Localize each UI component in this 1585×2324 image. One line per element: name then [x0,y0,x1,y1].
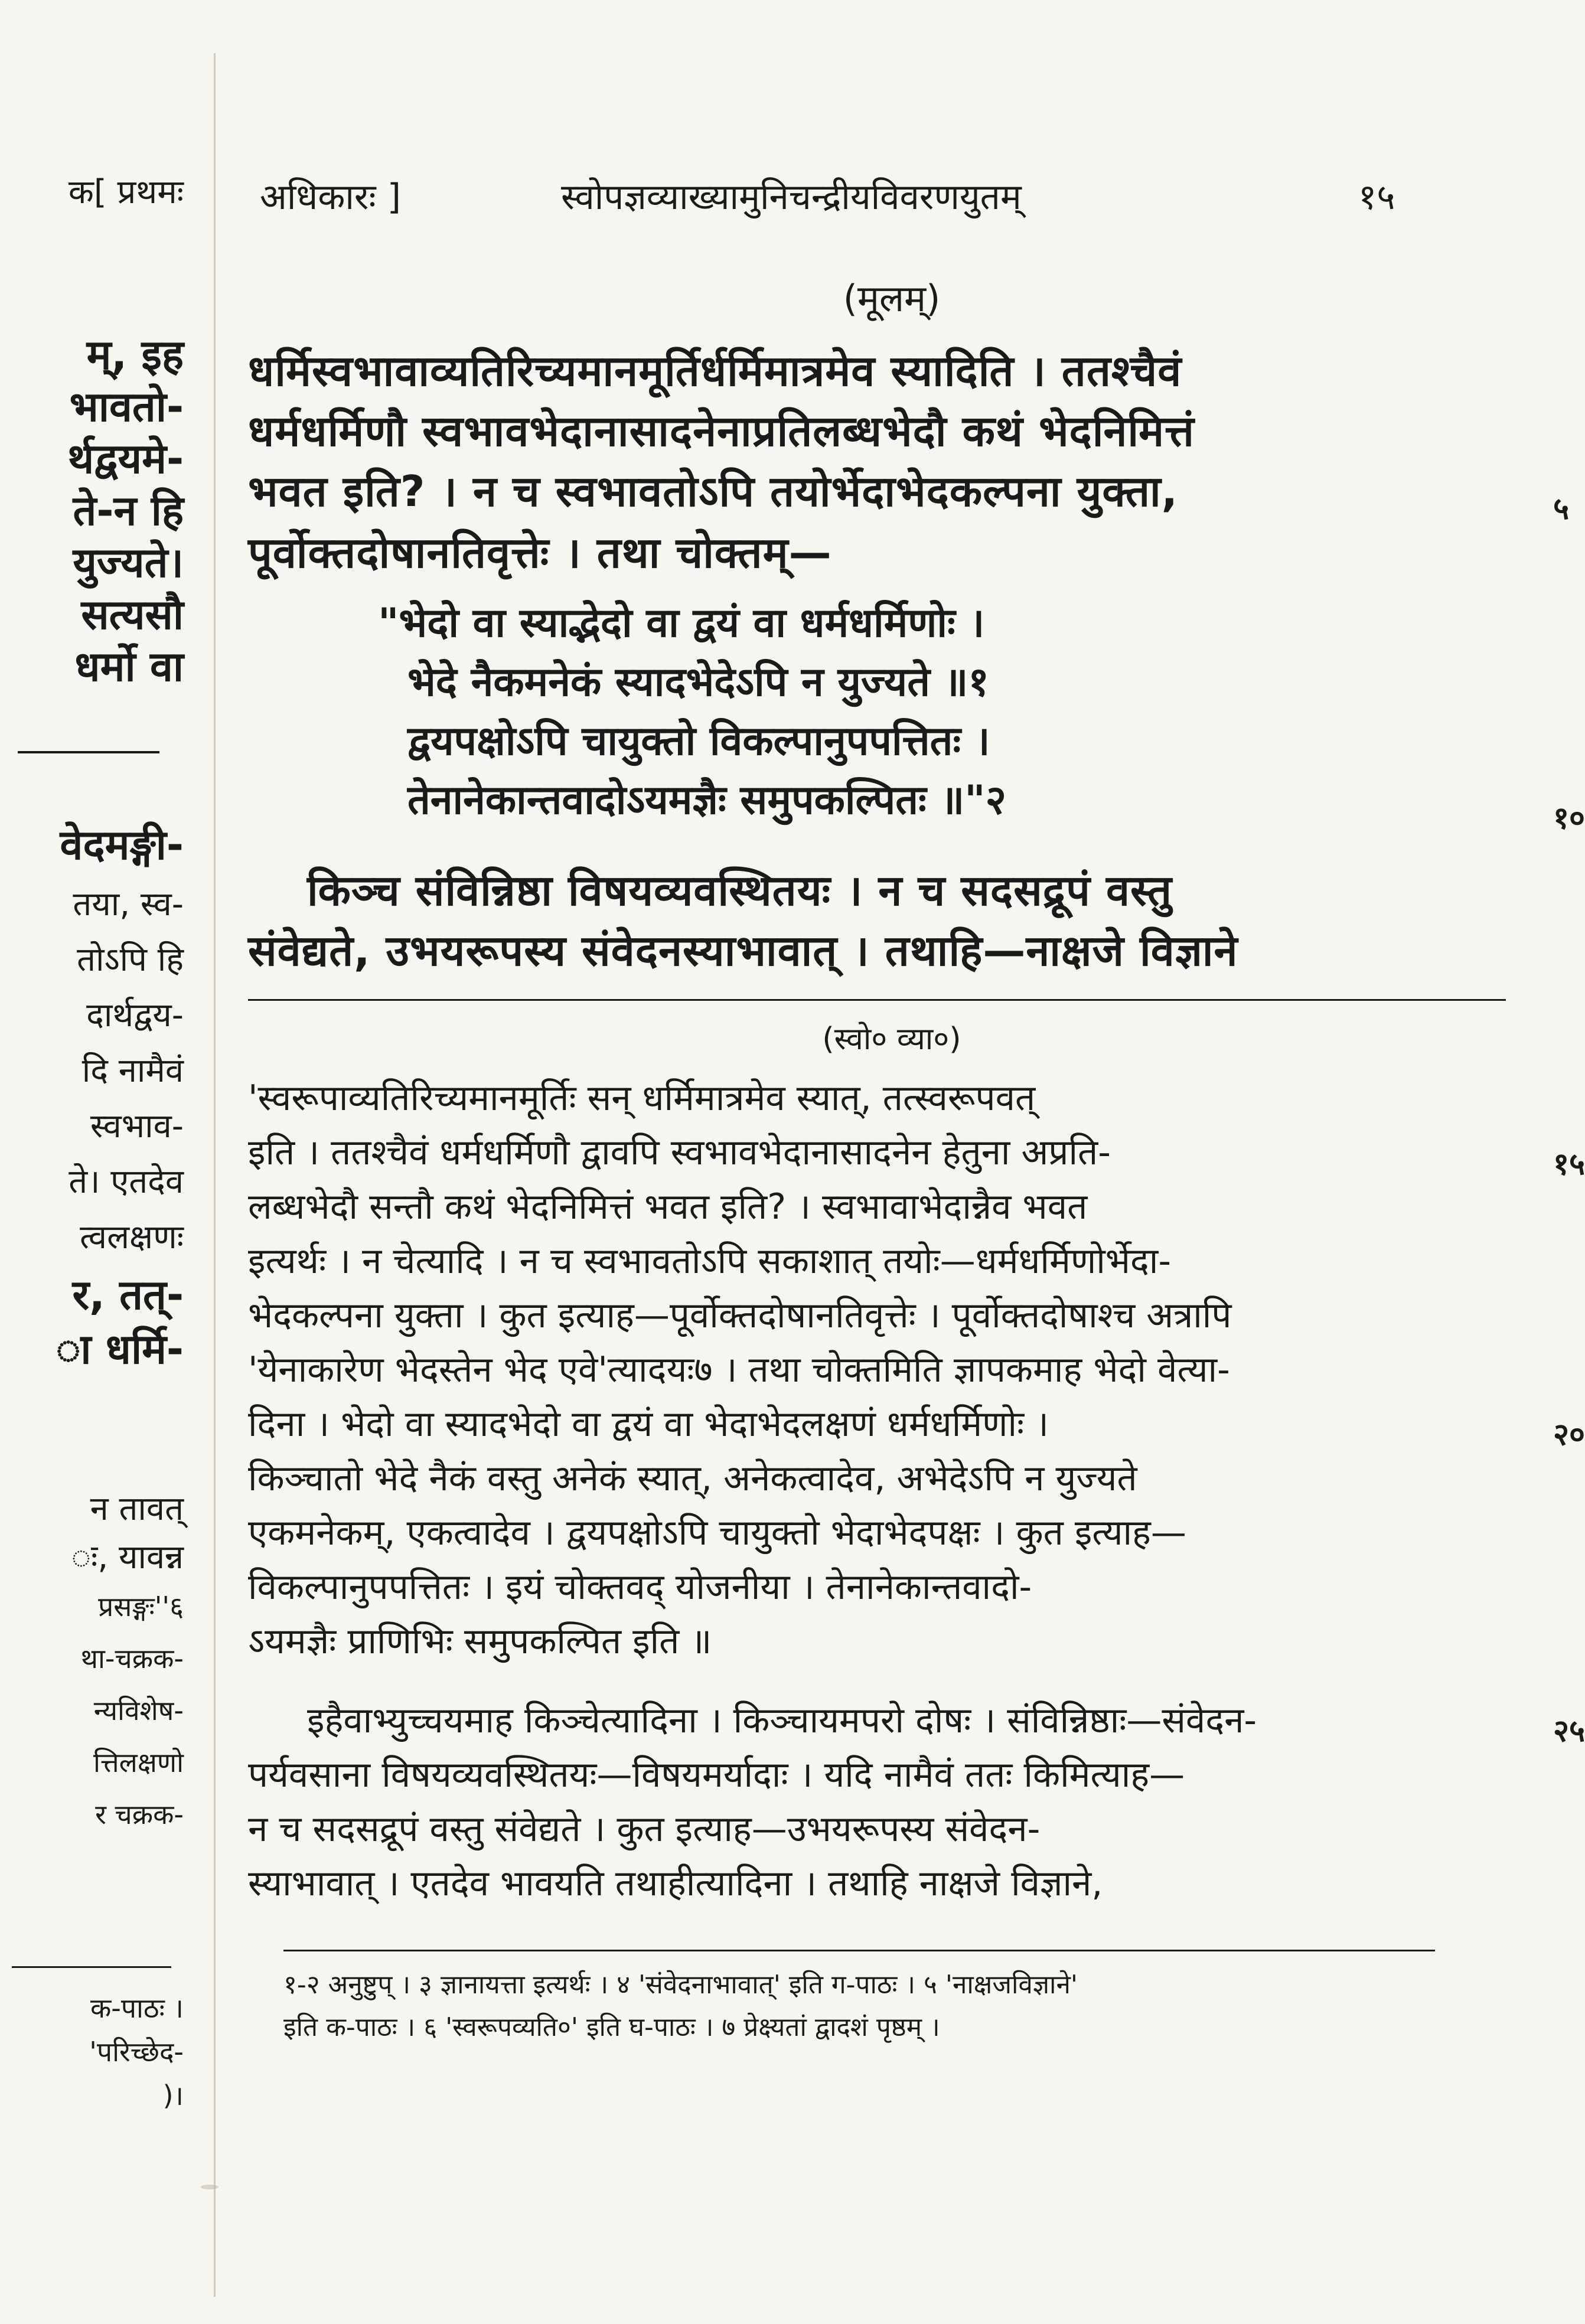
commentary-line: ऽयमज्ञैः प्राणिभिः समुपकल्पित इति ॥ [248,1621,712,1662]
line-number: ५ [1553,491,1570,527]
fragment-line: सत्यसौ [81,590,184,639]
mulam-line: किञ्च संविन्निष्ठा विषयव्यवस्थितयः । न च सदसद्रूपं वस्तु [307,866,1173,915]
mulam-heading: (मूलम्) [843,277,941,320]
page-number: १५ [1358,177,1395,218]
fragment-line: स्वभाव- [90,1107,184,1145]
fragment-line: त्तिलक्षणो [93,1747,184,1778]
fragment-footnote: 'परिच्छेद- [89,2036,184,2068]
line-number: १५ [1553,1147,1585,1182]
mulam-line: भवत इति? । न च स्वभावतोऽपि तयोर्भेदाभेदकल्पना युक्ता, [248,466,1178,516]
paper-smudge [201,2185,218,2189]
commentary-line: दिना । भेदो वा स्यादभेदो वा द्वयं वा भेदाभेदलक्षणं धर्मधर्मिणोः । [248,1403,1049,1445]
fragment-line: ते। एतदेव [69,1163,184,1201]
fragment-rule [18,751,159,753]
fragment-line: भावतो- [69,383,184,431]
commentary-line: लब्धभेदौ सन्तौ कथं भेदनिमित्तं भवत इति? । स्वभावाभेदान्नैव भवत [248,1186,1088,1228]
line-number: २५ [1553,1713,1585,1749]
fragment-line: वेदमङ्गी- [60,821,184,869]
verse-line: तेनानेकान्तवादोऽयमज्ञैः समुपकल्पितः ॥"२ [407,777,1006,824]
verse-line: भेदे नैकमनेकं स्यादभेदेऽपि न युज्यते ॥१ [407,659,989,706]
footnote-line: इति क-पाठः । ६ 'स्वरूपव्यति०' इति घ-पाठः । ७ प्रेक्ष्यतां द्वादशं पृष्ठम् । [283,2012,940,2042]
fragment-line: दार्थद्वय- [86,996,184,1034]
fragment-line: र चक्रक- [95,1799,184,1830]
fragment-line: तया, स्व- [73,885,184,923]
fragment-footnote: क-पाठः । [90,1992,184,2024]
fragment-line: ः, यावन्न [71,1538,184,1576]
mulam-line: संवेद्यते, उभयरूपस्य संवेदनस्याभावात् । तथाहि—नाक्षजे विज्ञाने [248,926,1238,975]
verse-line: द्वयपक्षोऽपि चायुक्तो विकल्पानुपपत्तितः । [407,718,990,765]
section-divider [248,999,1506,1001]
commentary-line: इति । ततश्चैवं धर्मधर्मिणौ द्वावपि स्वभावभेदानासादनेन हेतुना अप्रति- [248,1132,1111,1173]
previous-page-fragment [0,0,198,2324]
commentary-line: 'स्वरूपाव्यतिरिच्यमानमूर्तिः सन् धर्मिमात्रमेव स्यात्, तत्स्वरूपवत् [248,1078,1036,1119]
fragment-line: प्रसङ्गः''६ [98,1591,184,1623]
verse-line: "भेदो वा स्याद्भेदो वा द्वयं वा धर्मधर्मिणोः । [378,600,985,647]
book-title: स्वोपज्ञव्याख्यामुनिचन्द्रीयविवरणयुतम् [561,177,1022,218]
commentary-line: न च सदसद्रूपं वस्तु संवेद्यते । कुत इत्याह—उभयरूपस्य संवेदन- [248,1809,1041,1850]
commentary-line: इहैवाभ्युच्चयमाह किञ्चेत्यादिना । किञ्चायमपरो दोषः । संविन्निष्ठाः—संवेदन- [307,1700,1257,1741]
previous-page-header: क[ प्रथमः [68,173,184,211]
mulam-line: धर्मधर्मिणौ स्वभावभेदानासादनेनाप्रतिलब्धभेदौ कथं भेदनिमित्तं [248,406,1195,456]
commentary-line: विकल्पानुपपत्तितः । इयं चोक्तवद् योजनीया । तेनानेकान्तवादो- [248,1566,1032,1608]
line-number: २० [1553,1417,1585,1452]
fragment-footnote: )। [162,2080,184,2111]
fragment-line: तोऽपि हि [77,941,184,979]
commentary-line: भेदकल्पना युक्ता । कुत इत्याह—पूर्वोक्तदोषानतिवृत्तेः । पूर्वोक्तदोषाश्च अत्रापि [248,1295,1232,1336]
mulam-line: पूर्वोक्तदोषानतिवृत्तेः । तथा चोक्तम्— [248,528,832,577]
main-page [248,0,1585,2324]
fragment-line: त्वलक्षणः [80,1218,184,1256]
fragment-rule [12,1966,171,1968]
line-number: १० [1553,801,1585,836]
mulam-line: धर्मिस्वभावाव्यतिरिच्यमानमूर्तिर्धर्मिमात्रमेव स्यादिति । ततश्चैवं [248,346,1182,396]
commentary-line: किञ्चातो भेदे नैकं वस्तु अनेकं स्यात्, अनेकत्वादेव, अभेदेऽपि न युज्यते [248,1458,1137,1499]
page-gutter [214,53,216,2297]
fragment-line: युज्यते। [73,538,184,587]
fragment-line: ा धर्मि- [56,1325,184,1373]
fragment-line: म्, इह [86,331,184,379]
commentary-line: पर्यवसाना विषयव्यवस्थितयः—विषयमर्यादाः । यदि नामैवं ततः किमित्याह— [248,1754,1185,1796]
fragment-line: दि नामैवं [81,1052,184,1090]
fragment-line: ते-न हि [73,487,184,535]
commentary-line: 'येनाकारेण भेदस्तेन भेद एवे'त्यादयः७ । तथा चोक्तमिति ज्ञापकमाह भेदो वेत्या- [248,1349,1230,1391]
fragment-line: न्यविशेष- [93,1695,184,1726]
chapter-label: अधिकारः ] [260,177,402,218]
footnote-divider [283,1950,1435,1951]
commentary-heading: (स्वो० व्या०) [822,1021,961,1057]
fragment-line: र्थद्वयमे- [67,435,184,483]
fragment-line: न तावत् [90,1490,184,1528]
fragment-line: था-चक्रक- [80,1643,184,1675]
commentary-line: स्याभावात् । एतदेव भावयति तथाहीत्यादिना । तथाहि नाक्षजे विज्ञाने, [248,1863,1103,1904]
commentary-line: इत्यर्थः । न चेत्यादि । न च स्वभावतोऽपि सकाशात् तयोः—धर्मधर्मिणोर्भेदा- [248,1241,1171,1282]
running-head [248,171,1535,224]
fragment-line: र, तत्- [72,1271,184,1319]
footnote-line: १-२ अनुष्टुप् । ३ ज्ञानायत्ता इत्यर्थः । ४ 'संवेदनाभावात्' इति ग-पाठः । ५ 'नाक्षजविज्ञाने' [283,1970,1078,2000]
commentary-line: एकमनेकम्, एकत्वादेव । द्वयपक्षोऽपि चायुक्तो भेदाभेदपक्षः । कुत इत्याह— [248,1512,1186,1553]
fragment-line: धर्मो वा [74,642,184,691]
